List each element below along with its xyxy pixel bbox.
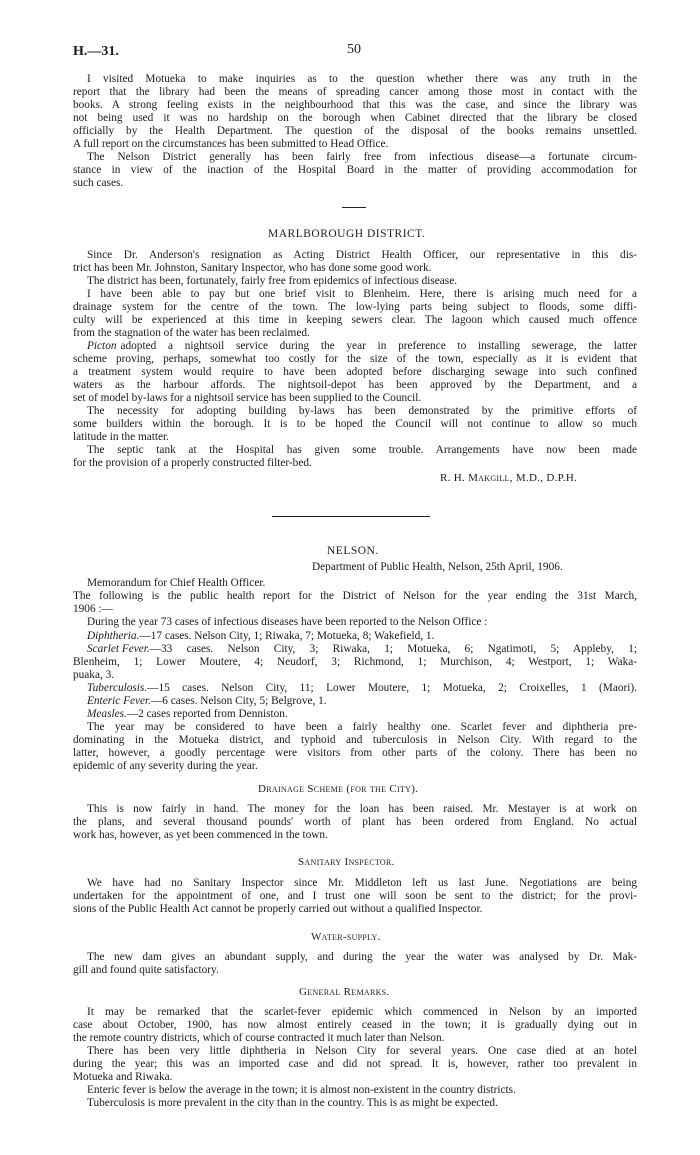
paragraph-line: The Nelson District generally has been fairly free from infectious disease—a fortunate circum- [87,151,637,163]
paragraph-line: This is now fairly in hand. The money for the loan has been raised. Mr. Mestayer is at work on [87,803,637,815]
paragraph-line: dominating in the Motueka district, and typhoid and tuberculosis in Nelson City. With regard to the [73,734,637,746]
paragraph-line: The district has been, fortunately, fairly free from epidemics of infectious disease. [87,275,458,287]
paragraph-line: latitude in the matter. [73,431,169,443]
signature: R. H. Makgill, M.D., D.P.H. [440,472,578,484]
disease-label: Scarlet Fever. [87,643,150,655]
disease-label: Tuberculosis. [87,682,148,694]
paragraph-line: The year may be considered to have been a fairly healthy one. Scarlet fever and diphtheria pre- [87,721,637,733]
paragraph-line: I have been able to pay but one brief visit to Blenheim. Here, there is arising much need for a [87,288,637,300]
paragraph-line: Enteric fever is below the average in the town; it is almost non-existent in the country districts. [87,1084,516,1096]
disease-label: Diphtheria. [87,630,140,642]
subheading-sanitary-inspector: Sanitary Inspector. [298,856,395,868]
paragraph-line: There has been very little diphtheria in Nelson City for several years. One case died at an hotel [87,1045,637,1057]
paragraph-line: During the year 73 cases of infectious diseases have been reported to the Nelson Office : [87,616,488,628]
paragraph-line: a treatment system would require to have been adopted before discharging sewage into such confined [73,366,637,378]
paragraph-line: waters as the harbour affords. The nightsoil-depot has been approved by the Department, and a [73,379,637,391]
disease-counts: —15 cases. Nelson City, 11; Lower Moutere, 1; Motueka, 2; Croixelles, 1 (Maori). [147,682,637,694]
paragraph-line: for the provision of a properly constructed filter-bed. [73,457,312,469]
paragraph-line: latter, however, a goodly percentage were visitors from other parts of the colony. There has been no [73,747,637,759]
disease-counts: —6 cases. Nelson City, 5; Belgrove, 1. [151,695,327,707]
disease-label: Enteric Fever. [87,695,151,707]
paragraph-line: the remote country districts, which of course contracted it much later than Nelson. [73,1032,445,1044]
paragraph-line: Motueka and Riwaka. [73,1071,173,1083]
picton-line [87,340,637,354]
paragraph-line: The necessity for adopting building by-laws has been demonstrated by the primitive efforts of [87,405,637,417]
subheading-water-supply: Water-supply. [311,931,381,943]
paragraph-line: work has, however, as yet been commenced in the town. [73,829,328,841]
paragraph-line: undertaken for the appointment of one, and I trust one will soon be sent to the district; for the provi- [73,890,637,902]
paragraph-line: not being used it was no hardship on the borough when Cabinet directed that the library be closed [73,112,637,124]
paragraph-line: The septic tank at the Hospital has given some trouble. Arrangements have now been made [87,444,637,456]
disease-label: Measles. [87,708,127,720]
disease-counts: —17 cases. Nelson City, 1; Riwaka, 7; Motueka, 8; Wakefield, 1. [139,630,435,642]
paragraph-line: Tuberculosis is more prevalent in the city than in the country. This is as might be expected. [87,1097,498,1109]
paragraph-line: The following is the public health report for the District of Nelson for the year ending the 31st March, [73,590,637,602]
section-title-marlborough: MARLBOROUGH DISTRICT. [268,228,426,240]
paragraph-line: scheme proving, perhaps, somewhat too costly for the size of the town, especially as it is evident that [73,353,637,365]
page-number: 50 [347,42,361,57]
disease-counts: —2 cases reported from Denniston. [126,708,288,720]
paragraph-line: The new dam gives an abundant supply, and during the year the water was analysed by Dr. Mak- [87,951,637,963]
paragraph-line: We have had no Sanitary Inspector since Mr. Middleton left us last June. Negotiations are being [87,877,637,889]
paragraph-line: A full report on the circumstances has been submitted to Head Office. [73,138,389,150]
memo-line: Memorandum for Chief Health Officer. [87,577,266,589]
section-divider [272,516,430,517]
paragraph-line: 1906 :— [73,603,113,615]
paragraph-line: Since Dr. Anderson's resignation as Acting District Health Officer, our representative in this dis- [87,249,637,261]
paragraph-line: gill and found quite satisfactory. [73,964,219,976]
department-line: Department of Public Health, Nelson, 25th April, 1906. [312,561,563,573]
paragraph-line: such cases. [73,177,124,189]
disease-counts: —33 cases. Nelson City, 3; Riwaka, 1; Motueka, 6; Ngatimoti, 5; Appleby, 1; [149,643,637,655]
section-title-nelson: NELSON. [327,545,379,557]
diphtheria-line [87,630,434,644]
paragraph-line: stance in view of the inaction of the Hospital Board in the matter of providing accommodation for [73,164,637,176]
paragraph-line: some builders within the borough. It is to be hoped the Council will not continue to allow so much [73,418,637,430]
place-name-picton: Picton [87,340,117,352]
paragraph-line: books. A strong feeling exists in the neighbourhood that this was the case, and since the library was [73,99,637,111]
paragraph-line: epidemic of any severity during the year. [73,760,258,772]
enteric-fever-line [87,695,327,709]
paragraph-line: culty will be experienced at this time in keeping sewers clear. The lagoon which caused much offence [73,314,637,326]
subheading-drainage: Drainage Scheme (for the City). [258,783,419,795]
paragraph-line: Blenheim, 1; Lower Moutere, 4; Neudorf, 3; Richmond, 1; Murchison, 4; Westport, 1; Waka- [73,656,637,668]
subheading-general-remarks: General Remarks. [299,986,390,998]
paragraph-line: puaka, 3. [73,669,115,681]
paragraph-line: drainage system for the centre of the town. The low-lying parts being subject to floods, some diffi- [73,301,637,313]
paragraph-line: trict has been Mr. Johnston, Sanitary Inspector, who has done some good work. [73,262,432,274]
measles-line [87,708,288,722]
paragraph-line: during the year; this was an imported case and did not spread. It is, however, rather too prevalent in [73,1058,637,1070]
paragraph-line: It may be remarked that the scarlet-fever epidemic which commenced in Nelson by an imported [87,1006,637,1018]
paragraph-line: from the stagnation of the water has been reclaimed. [73,327,310,339]
scarlet-fever-line [87,643,637,657]
paragraph-line: officially by the Health Department. The question of the disposal of the books remains unsettled. [73,125,637,137]
short-divider [342,207,366,208]
report-code: H.—31. [73,44,119,59]
paragraph-line: the plans, and several thousand pounds' worth of plant has been ordered from England. No actual [73,816,637,828]
paragraph-line: set of model by-laws for a nightsoil service has been supplied to the Council. [73,392,422,404]
paragraph-line: adopted a nightsoil service during the year in preference to installing sewerage, the latter [120,340,637,352]
tuberculosis-line [87,682,637,696]
paragraph-line: case about October, 1900, has now almost entirely ceased in the town; it is gradually dying out in [73,1019,637,1031]
paragraph-line: I visited Motueka to make inquiries as to the question whether there was any truth in the [87,73,637,85]
paragraph-line: sions of the Public Health Act cannot be properly carried out without a qualified Inspector. [73,903,483,915]
paragraph-line: report that the library had been the means of spreading cancer among those most in contact with the [73,86,637,98]
